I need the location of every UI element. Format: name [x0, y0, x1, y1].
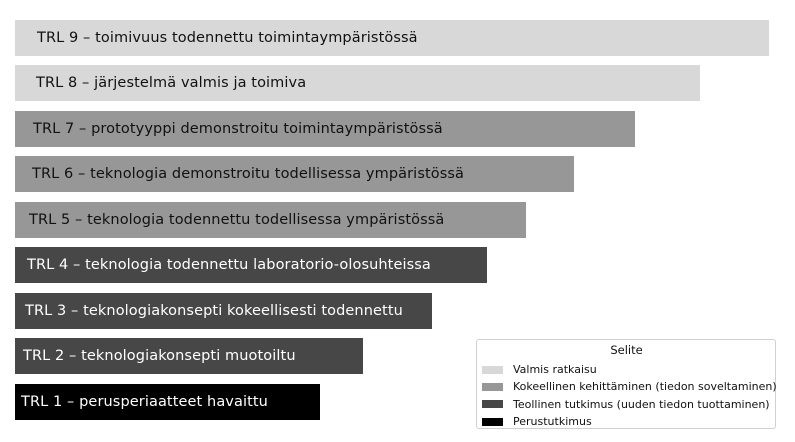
legend-swatch: [482, 383, 503, 391]
legend-item: [482, 378, 777, 395]
trl-bar: [15, 338, 363, 374]
trl-label: TRL 7 – prototyyppi demonstroitu toimintaympäristössä: [33, 121, 443, 137]
trl-bar: [15, 65, 700, 101]
trl-label: TRL 6 – teknologia demonstroitu todellisessa ympäristössä: [32, 166, 465, 182]
legend-item: [482, 413, 771, 430]
trl-bar: [15, 293, 432, 329]
legend-label: Teollinen tutkimus (uuden tiedon tuottaminen): [513, 397, 770, 411]
trl-label: TRL 8 – järjestelmä valmis ja toimiva: [36, 75, 307, 91]
legend-title: Selite: [610, 343, 643, 357]
trl-bar: [15, 111, 635, 147]
trl-label: TRL 3 – teknologiakonsepti kokeellisesti todennettu: [25, 303, 403, 319]
legend-swatch: [482, 366, 503, 374]
legend-label: Kokeellinen kehittäminen (tiedon soveltaminen): [513, 380, 777, 394]
legend-item: [482, 396, 771, 413]
trl-label: TRL 2 – teknologiakonsepti muotoiltu: [23, 348, 296, 364]
legend-swatch: [482, 418, 503, 426]
trl-bar: [15, 384, 320, 420]
trl-label: TRL 1 – perusperiaatteet havaittu: [21, 394, 268, 410]
legend-label: Valmis ratkaisu: [513, 363, 597, 377]
trl-bar: [15, 156, 574, 192]
trl-bar: [15, 247, 487, 283]
trl-bar: [15, 202, 526, 238]
trl-bar: [15, 20, 769, 56]
trl-label: TRL 9 – toimivuus todennettu toimintaympäristössä: [37, 30, 418, 46]
legend-items: [482, 361, 777, 430]
trl-label: TRL 4 – teknologia todennettu laboratorio-olosuhteissa: [27, 257, 431, 273]
legend-item: [482, 361, 771, 378]
legend-swatch: [482, 400, 503, 408]
trl-label: TRL 5 – teknologia todennettu todellisessa ympäristössä: [29, 212, 445, 228]
legend-label: Perustutkimus: [513, 415, 592, 429]
legend: [476, 339, 776, 429]
